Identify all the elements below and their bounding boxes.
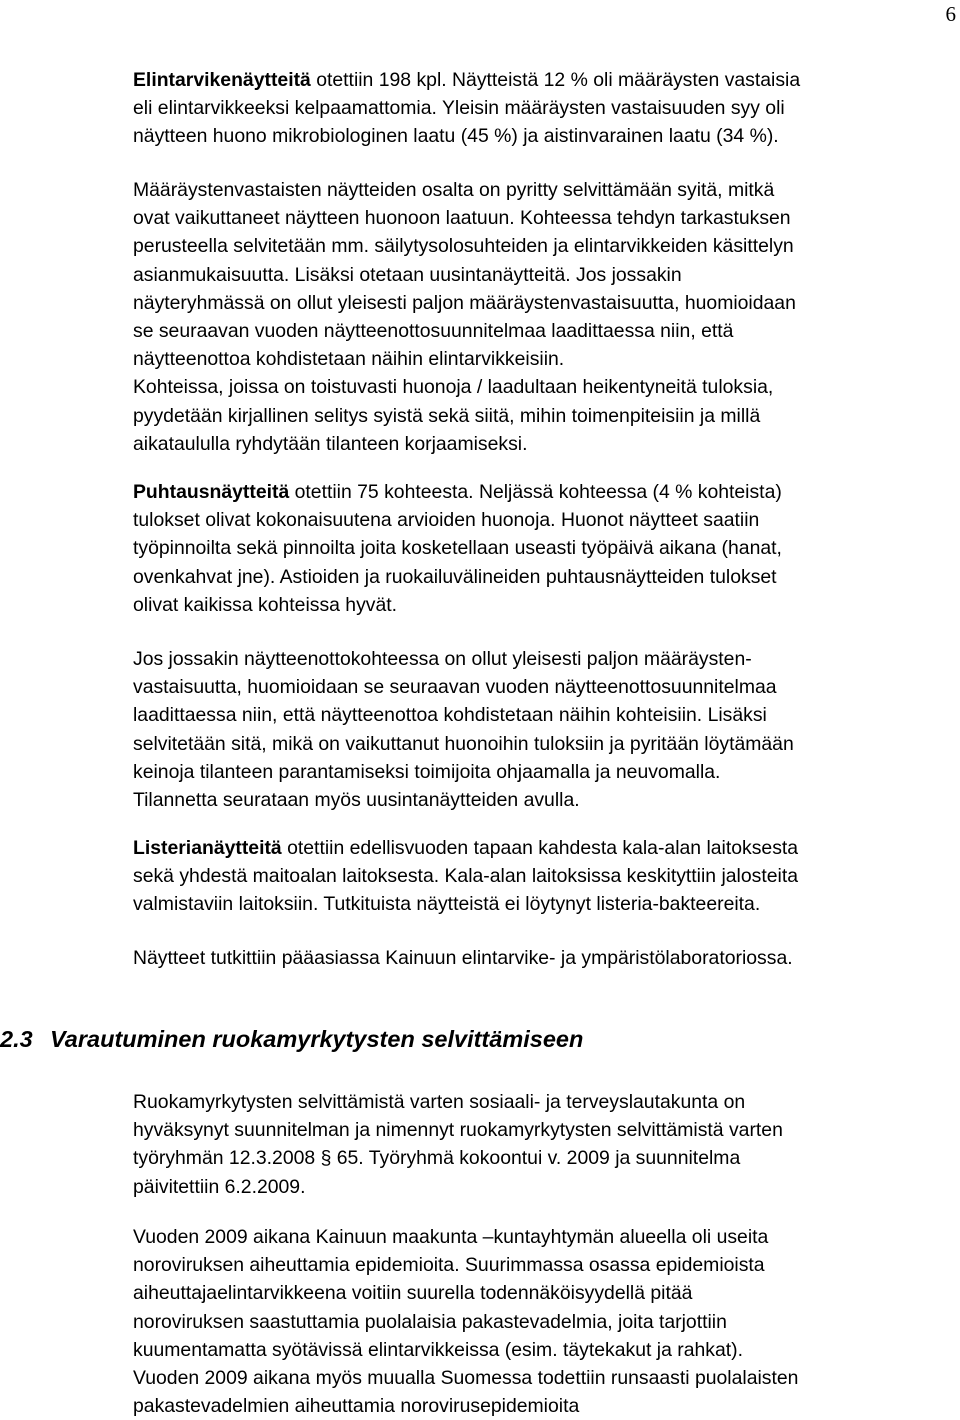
text-line: ovat vaikuttaneet näytteen huonoon laatuun. Kohteessa tehdyn tarkastuksen [133,207,791,230]
text-line: selvitetään sitä, mikä on vaikuttanut huonoihin tuloksiin ja pyritään löytämään [133,732,794,755]
text-line: asianmukaisuutta. Lisäksi otetaan uusintanäytteitä. Jos jossakin [133,263,682,286]
section-title: Varautuminen ruokamyrkytysten selvittämiseen [50,1026,584,1052]
text-line: hyväksynyt suunnitelman ja nimennyt ruokamyrkytysten selvittämistä varten [133,1119,783,1142]
paragraph-cleanliness-samples [133,478,953,619]
section-heading [0,1024,583,1054]
text-line: aikataululla ryhdytään tilanteen korjaamiseksi. [133,432,528,455]
text-line: Kohteissa, joissa on toistuvasti huonoja / laadultaan heikentyneitä tuloksia, [133,376,774,399]
text-line: olivat kaikissa kohteissa hyvät. [133,593,398,616]
text-line: eli elintarvikkeeksi kelpaamattomia. Yleisin määräysten vastaisuuden syy oli [133,97,785,120]
text-line: perusteella selvitetään mm. säilytysolosuhteiden ja elintarvikkeiden käsittelyn [133,235,794,258]
text-line [133,478,953,506]
text-line: kuumentamatta syötävissä elintarvikkeissa (esim. täytekakut ja rahkat). [133,1338,743,1361]
paragraph-followup-actions [133,645,953,814]
text-line: tulokset olivat kokonaisuutena arvioiden huonoja. Huonot näytteet saatiin [133,509,760,532]
text-line: se seuraavan vuoden näytteenottosuunnitelmaa laadittaessa niin, että [133,320,734,343]
text-line: päivitettiin 6.2.2009. [133,1175,306,1198]
text-line [133,66,953,94]
paragraph-food-samples [133,66,953,151]
text-span: otettiin 198 kpl. Näytteistä 12 % oli määräysten vastaisia [310,69,801,91]
text-line: Ruokamyrkytysten selvittämistä varten sosiaali- ja terveyslautakunta on [133,1091,746,1113]
text-line: näytteenottoa kohdistetaan näihin elintarvikkeisiin. [133,348,565,371]
text-line: aiheuttajaelintarvikkeena voitiin suurella todennäköisyydellä pitää [133,1282,693,1305]
paragraph-norovirus-epidemics [133,1223,953,1420]
text-line: Määräystenvastaisten näytteiden osalta on pyritty selvittämään syitä, mitkä [133,179,775,201]
section-number: 2.3 [0,1026,33,1052]
text-line: työpinnoilta sekä pinnoilta joita kosketellaan useasti työpäivä aikana (hanat, [133,537,782,560]
text-line: Näytteet tutkittiin pääasiassa Kainuun elintarvike- ja ympäristölaboratoriossa. [133,947,793,969]
text-line: sekä yhdestä maitoalan laitoksesta. Kala-alan laitoksissa keskityttiin jalosteita [133,865,799,888]
text-line: Vuoden 2009 aikana myös muualla Suomessa todettiin runsaasti puolalaisten [133,1367,799,1390]
bold-term-food-samples: Elintarvikenäytteitä [133,69,311,91]
text-line: näytteen huono mikrobiologinen laatu (45 %) ja aistinvarainen laatu (34 %). [133,125,779,148]
paragraph-food-poisoning-plan [133,1088,953,1201]
paragraph-laboratory [133,944,953,972]
text-line: noroviruksen aiheuttamia epidemioita. Suurimmassa osassa epidemioista [133,1254,765,1277]
bold-term-cleanliness-samples: Puhtausnäytteitä [133,481,290,503]
text-line: keinoja tilanteen parantamiseksi toimijoita ohjaamalla ja neuvomalla. [133,760,721,783]
paragraph-nonconforming-samples [133,176,953,458]
text-line: ovenkahvat jne). Astioiden ja ruokailuvälineiden puhtausnäytteiden tulokset [133,565,777,588]
text-line: pakastevadelmien aiheuttamia norovirusepidemioita [133,1395,580,1418]
bold-term-listeria-samples: Listerianäytteitä [133,837,282,859]
text-line: Tilannetta seurataan myös uusintanäytteiden avulla. [133,789,580,812]
text-line: valmistaviin laitoksiin. Tutkituista näytteistä ei löytynyt listeria-bakteereita. [133,893,761,916]
text-span: otettiin edellisvuoden tapaan kahdesta kala-alan laitoksesta [281,837,799,859]
text-span: otettiin 75 kohteesta. Neljässä kohteessa (4 % kohteista) [289,481,782,503]
text-line: laadittaessa niin, että näytteenottoa kohdistetaan näihin kohteisiin. Lisäksi [133,704,767,727]
text-line: pyydetään kirjallinen selitys syistä sekä siitä, mihin toimenpiteisiin ja millä [133,404,761,427]
text-line: työryhmän 12.3.2008 § 65. Työryhmä kokoontui v. 2009 ja suunnitelma [133,1147,741,1170]
text-line: Vuoden 2009 aikana Kainuun maakunta –kuntayhtymän alueella oli useita [133,1226,769,1248]
paragraph-listeria-samples [133,834,953,919]
text-line: näyteryhmässä on ollut yleisesti paljon määräystenvastaisuutta, huomioidaan [133,291,796,314]
text-line: noroviruksen saastuttamia puolalaisia pakastevadelmia, joita tarjottiin [133,1310,727,1333]
text-line [133,834,953,862]
text-line: vastaisuutta, huomioidaan se seuraavan vuoden näytteenottosuunnitelmaa [133,676,777,699]
page-number: 6 [945,2,956,26]
text-line: Jos jossakin näytteenottokohteessa on ollut yleisesti paljon määräysten- [133,648,752,670]
